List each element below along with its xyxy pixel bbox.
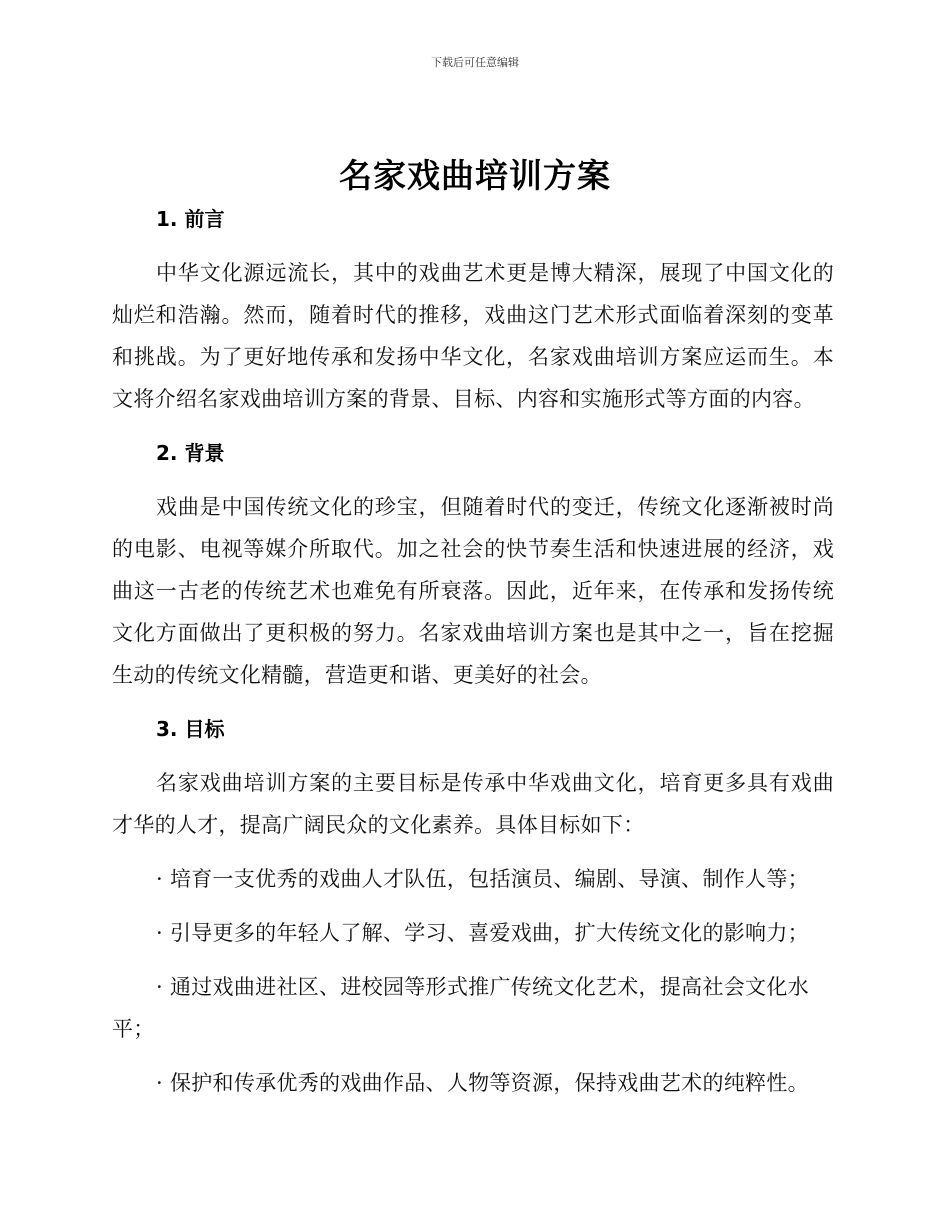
paragraph: 中华文化源远流长，其中的戏曲艺术更是博大精深，展现了中国文化的灿烂和浩瀚。然而，随着时代的推移，戏曲这门艺术形式面临着深刻的变革和挑战。为了更好地传承和发扬中华文化，名家戏曲培训方案应运而生。本文将介绍名家戏曲培训方案的背景、目标、内容和实施形式等方面的内容。 <box>112 261 834 411</box>
section-background <box>112 432 834 696</box>
section-heading: 1. 前言 <box>156 207 225 231</box>
document-title: 名家戏曲培训方案 <box>339 156 611 195</box>
section-heading: 2. 背景 <box>156 441 225 465</box>
paragraph: 名家戏曲培训方案的主要目标是传承中华戏曲文化，培育更多具有戏曲才华的人才，提高广阔民众的文化素养。具体目标如下： <box>112 771 834 837</box>
list-item: · 引导更多的年轻人了解、学习、喜爱戏曲，扩大传统文化的影响力； <box>156 921 809 945</box>
section-goals <box>112 708 834 1104</box>
list-item: · 培育一支优秀的戏曲人才队伍，包括演员、编剧、导演、制作人等； <box>156 867 809 891</box>
header-note: 下载后可任意编辑 <box>431 56 519 69</box>
section-preface <box>112 198 834 420</box>
section-heading: 3. 目标 <box>156 717 225 741</box>
document-body <box>112 198 834 1116</box>
goal-list <box>112 858 834 1104</box>
paragraph: 戏曲是中国传统文化的珍宝，但随着时代的变迁，传统文化逐渐被时尚的电影、电视等媒介所取代。加之社会的快节奏生活和快速进展的经济，戏曲这一古老的传统艺术也难免有所衰落。因此，近年来，在传承和发扬传统文化方面做出了更积极的努力。名家戏曲培训方案也是其中之一，旨在挖掘生动的传统文化精髓，营造更和谐、更美好的社会。 <box>112 495 834 687</box>
list-item: · 通过戏曲进社区、进校园等形式推广传统文化艺术，提高社会文化水平； <box>112 975 809 1041</box>
list-item: · 保护和传承优秀的戏曲作品、人物等资源，保持戏曲艺术的纯粹性。 <box>156 1071 809 1095</box>
